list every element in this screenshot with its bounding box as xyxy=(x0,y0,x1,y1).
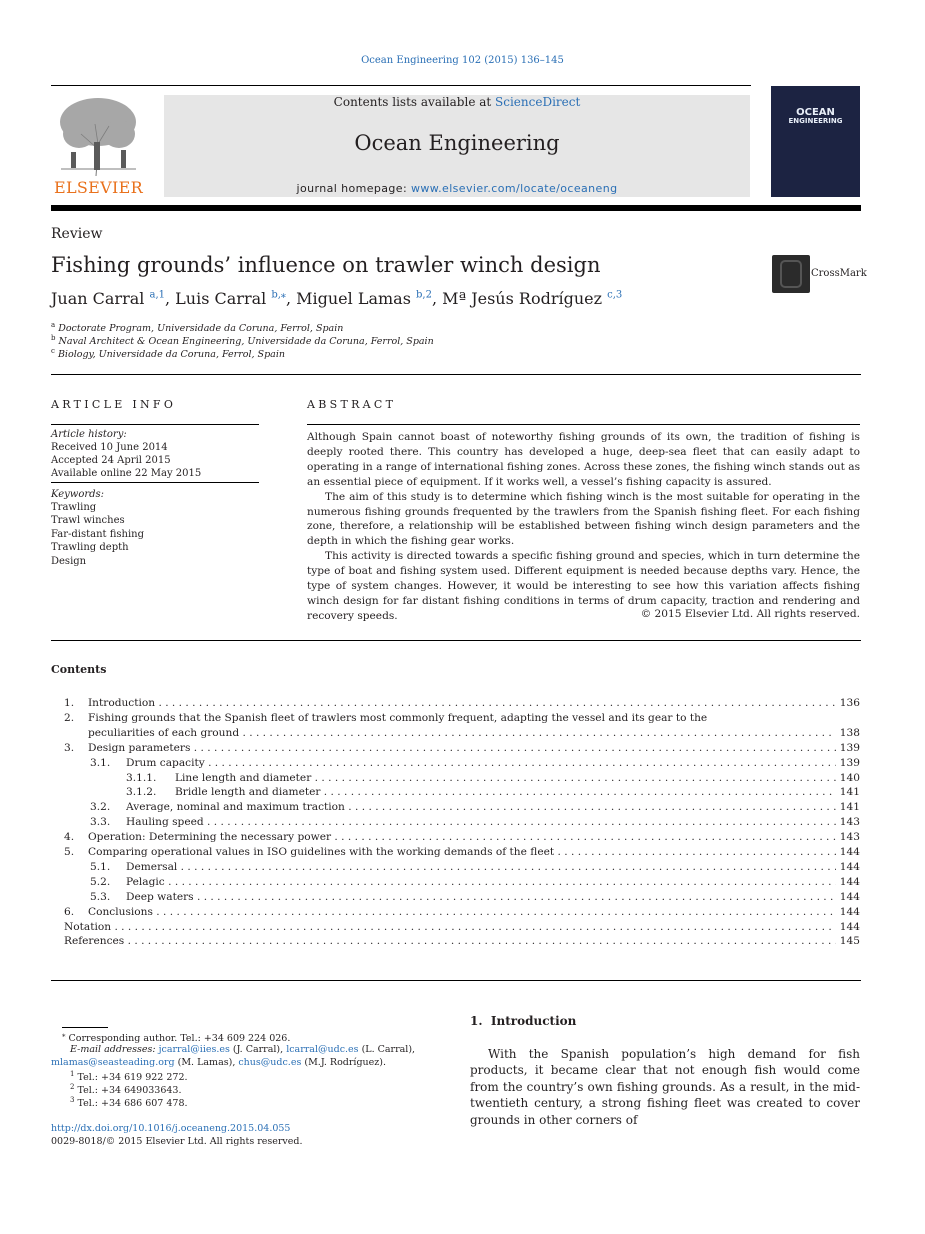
keyword: Trawling xyxy=(51,502,97,513)
toc-entry-page: 141 xyxy=(836,785,860,800)
footnote-tel xyxy=(70,1096,188,1109)
toc-entry-number: 3.1. xyxy=(90,756,111,769)
toc-entry[interactable] xyxy=(51,934,860,949)
doi-link[interactable]: http://dx.doi.org/10.1016/j.oceaneng.2015.04.055 xyxy=(51,1123,291,1134)
masthead-rule xyxy=(51,85,751,86)
contents-heading: Contents xyxy=(51,663,107,676)
toc-entry-number: 5.2. xyxy=(90,875,111,888)
received-date: Received 10 June 2014 xyxy=(51,442,168,453)
toc-entry-title: References . . . xyxy=(64,934,836,949)
toc-entry[interactable] xyxy=(51,785,860,800)
contents-divider xyxy=(51,980,861,981)
toc-entry-page: 143 xyxy=(836,815,860,830)
toc-entry-page: 143 xyxy=(836,830,860,845)
toc-entry-page: 144 xyxy=(836,845,860,860)
footnote-emails xyxy=(70,1044,415,1055)
abstract-divider xyxy=(51,640,861,641)
author-separator: , xyxy=(431,289,443,308)
author-list xyxy=(51,289,622,308)
abstract-rule xyxy=(307,424,860,425)
cover-title-line-1: OCEAN xyxy=(796,107,835,118)
toc-entry[interactable] xyxy=(51,741,860,756)
elsevier-wordmark: ELSEVIER xyxy=(54,178,143,197)
affiliation xyxy=(51,334,434,347)
sciencedirect-link[interactable]: ScienceDirect xyxy=(495,95,581,109)
toc-entry-title: Hauling speed . . . xyxy=(126,815,836,830)
toc-entry-number: 5. xyxy=(64,846,75,858)
toc-entry[interactable] xyxy=(51,845,860,860)
toc-entry-page: 144 xyxy=(836,905,860,920)
toc-entry[interactable] xyxy=(51,905,860,920)
journal-name: Ocean Engineering xyxy=(354,131,560,155)
journal-cover-image xyxy=(771,86,860,197)
footnote-mark: 2 xyxy=(70,1083,75,1091)
footnote-corresponding xyxy=(62,1031,290,1044)
section-number: 1. xyxy=(470,1014,483,1028)
toc-entry-page: 140 xyxy=(836,771,860,786)
toc-entry-title: Conclusions . . . xyxy=(88,905,836,920)
toc-entry[interactable] xyxy=(51,875,860,890)
toc-entry-title: Deep waters . . . xyxy=(126,890,836,905)
toc-entry-page: 144 xyxy=(836,875,860,890)
article-type: Review xyxy=(51,226,103,242)
toc-entry[interactable] xyxy=(51,860,860,875)
affiliation-text: Doctorate Program, Universidade da Coruna, Ferrol, Spain xyxy=(58,323,344,335)
running-head[interactable]: Ocean Engineering 102 (2015) 136–145 xyxy=(361,55,564,66)
toc-entry-page: 144 xyxy=(836,920,860,935)
toc-entry-title: Line length and diameter . . . xyxy=(175,771,836,786)
toc-entry-number: 5.1. xyxy=(90,860,111,873)
abstract-paragraph: Although Spain cannot boast of noteworthy fishing grounds of its own, the tradition of fishing is deeply rooted there. This country has developed a huge, deep-sea fleet that can easily adapt to operating in a range of international fishing zones. Across these zones, the fishing winch stands out as an essential piece of equipment. If it works well, a vessel’s fishing capacity is assured. xyxy=(307,431,860,488)
footnote-mark: ⁎ xyxy=(62,1031,66,1039)
toc-entry-title: Demersal . . . xyxy=(126,860,836,875)
keyword: Far-distant fishing xyxy=(51,529,145,540)
journal-homepage-line xyxy=(164,182,750,195)
toc-entry-title: Operation: Determining the necessary power . . . xyxy=(88,830,836,845)
homepage-prefix: journal homepage: xyxy=(296,182,411,195)
keyword: Trawling depth xyxy=(51,542,129,553)
toc-entry-number: 3.1.2. xyxy=(126,786,157,799)
toc-entry-page: 136 xyxy=(836,696,860,711)
toc-entry-title: Notation . . . xyxy=(64,920,836,935)
toc-entry-page: 144 xyxy=(836,890,860,905)
toc-entry[interactable] xyxy=(51,920,860,935)
toc-entry-number: 1. xyxy=(64,697,75,709)
footnote-text: Corresponding author. Tel.: +34 609 224 026. xyxy=(68,1033,291,1045)
masthead-thick-rule xyxy=(51,205,861,211)
article-info-rule xyxy=(51,482,259,483)
contents-available-line xyxy=(164,95,750,109)
crossmark-icon[interactable] xyxy=(772,255,810,293)
footnote-rule xyxy=(62,1027,108,1028)
footnote-tel xyxy=(70,1070,188,1083)
toc-entry-page: 145 xyxy=(836,934,860,949)
author-name: Luis Carral xyxy=(175,289,267,308)
toc-entry[interactable] xyxy=(51,830,860,845)
author-affil-link[interactable]: c,3 xyxy=(607,289,623,301)
journal-cover-title xyxy=(771,108,860,126)
toc-entry-title: Drum capacity . . . xyxy=(126,756,836,771)
affiliation-mark: b xyxy=(51,334,56,342)
toc-entry[interactable] xyxy=(51,696,860,711)
toc-entry-page: 139 xyxy=(836,756,860,771)
crossmark-label[interactable]: CrossMark xyxy=(811,268,867,279)
author-separator: , xyxy=(165,289,176,308)
toc-entry[interactable] xyxy=(51,815,860,830)
keyword: Trawl winches xyxy=(51,515,125,526)
toc-entry[interactable] xyxy=(51,711,860,726)
introduction-paragraph: With the Spanish population’s high demand for fish products, it became clear that not enough fish would come from the country’s own fishing grounds. As a result, in the mid- twentieth century, a strong fishing fleet was created to cover grounds in other corners of xyxy=(470,1047,860,1127)
footnote-mark: 3 xyxy=(70,1096,75,1104)
email-owner: (M. Lamas), xyxy=(174,1057,239,1068)
toc-entry-title: Pelagic . . . xyxy=(126,875,836,890)
keyword: Design xyxy=(51,556,87,567)
toc-entry-title: Bridle length and diameter . . . xyxy=(175,785,836,800)
footnote-emails-continued xyxy=(51,1057,386,1068)
toc-entry[interactable] xyxy=(51,800,860,815)
email-owner: (L. Carral), xyxy=(358,1044,416,1055)
issn-line: 0029-8018/© 2015 Elsevier Ltd. All rights reserved. xyxy=(51,1136,303,1147)
author-affil-link[interactable]: a,1 xyxy=(149,289,165,301)
toc-entry[interactable] xyxy=(51,726,860,741)
abstract-paragraph: The aim of this study is to determine which fishing winch is the most suitable for operating in the numerous fishing grounds frequented by the trawlers from the Spanish fishing fleet. For each fishing zone, therefore, a relationship will be established between fishing winch design parameters and the depth in which the fishing gear works. xyxy=(307,490,860,548)
affiliation-text: Biology, Universidade da Coruna, Ferrol, Spain xyxy=(57,349,285,361)
author-name: Miguel Lamas xyxy=(296,289,411,308)
email-owner: (J. Carral), xyxy=(229,1044,287,1055)
toc-entry-number: 3.2. xyxy=(90,801,111,814)
section-title: Introduction xyxy=(490,1014,577,1028)
toc-entry-number: 5.3. xyxy=(90,890,111,903)
toc-entry-title: peculiarities of each ground . . . xyxy=(88,726,836,741)
toc-entry-title: Design parameters . . . xyxy=(88,741,836,756)
author-affil-link[interactable]: b,⁎ xyxy=(271,289,286,301)
author-name: Mª Jesús Rodríguez xyxy=(442,289,603,308)
toc-entry-number: 3.3. xyxy=(90,816,111,829)
email-link[interactable]: jcarral@iies.es xyxy=(158,1044,230,1055)
footnote-text: Tel.: +34 619 922 272. xyxy=(77,1072,188,1084)
abstract-paragraph: This activity is directed towards a specific fishing ground and species, which in turn determine the type of boat and fishing system used. Different equipment is needed because depths vary. Hence, the type of system changes. However, it would be interesting to see how this variation affects fishing winch design for far distant fishing conditions in terms of drum capacity, traction and rendering and recovery speeds. xyxy=(307,550,860,622)
footnote-tel xyxy=(70,1083,182,1096)
affiliation xyxy=(51,321,343,334)
toc-entry[interactable] xyxy=(51,771,860,786)
author-affil-link[interactable]: b,2 xyxy=(416,289,432,301)
accepted-date: Accepted 24 April 2015 xyxy=(51,455,171,466)
toc-entry-page: 144 xyxy=(836,860,860,875)
affiliation-mark: c xyxy=(51,347,55,355)
toc-entry-title: Introduction . . . xyxy=(88,696,836,711)
email-link[interactable]: chus@udc.es xyxy=(238,1057,302,1068)
toc-entry[interactable] xyxy=(51,756,860,771)
email-label: E-mail addresses: xyxy=(70,1044,159,1055)
footnote-text: Tel.: +34 686 607 478. xyxy=(77,1098,188,1110)
toc-entry-title: Average, nominal and maximum traction . . . xyxy=(126,800,836,815)
journal-homepage-link[interactable]: www.elsevier.com/locate/oceaneng xyxy=(410,182,618,195)
toc-entry-number: 4. xyxy=(64,831,75,844)
toc-entry-number: 3.1.1. xyxy=(126,771,157,784)
contents-prefix: Contents lists available at xyxy=(333,95,496,109)
toc-entry-page: 141 xyxy=(836,800,860,815)
footnote-text: Tel.: +34 649033643. xyxy=(77,1085,182,1097)
email-link[interactable]: mlamas@seasteading.org xyxy=(51,1057,175,1068)
toc-entry-number: 2. xyxy=(64,711,75,724)
keywords-label: Keywords: xyxy=(51,489,105,500)
toc-entry[interactable] xyxy=(51,890,860,905)
history-label: Article history: xyxy=(51,429,127,440)
abstract-body xyxy=(307,430,860,624)
abstract-heading: ABSTRACT xyxy=(307,398,397,411)
email-owner: (M.J. Rodríguez). xyxy=(301,1057,387,1068)
introduction-heading xyxy=(470,1014,576,1028)
toc-entry-page: 139 xyxy=(836,741,860,756)
author-separator: , xyxy=(285,289,297,308)
header-divider xyxy=(51,374,861,375)
affiliation-text: Naval Architect & Ocean Engineering, Universidade da Coruna, Ferrol, Spain xyxy=(58,336,434,348)
affiliation xyxy=(51,347,285,360)
toc-entry-title: Comparing operational values in ISO guidelines with the working demands of the fleet . . . xyxy=(88,845,836,860)
author-name: Juan Carral xyxy=(51,289,145,308)
toc-entry-number: 6. xyxy=(64,905,75,918)
footnote-mark: 1 xyxy=(70,1070,75,1078)
toc-entry-number: 3. xyxy=(64,741,75,754)
toc-entry-title: Fishing grounds that the Spanish fleet of trawlers most commonly frequent, adapting the vessel and its gear to the xyxy=(88,711,708,724)
abstract-copyright: © 2015 Elsevier Ltd. All rights reserved. xyxy=(640,608,860,620)
affiliation-mark: a xyxy=(51,321,56,329)
online-date: Available online 22 May 2015 xyxy=(51,468,202,479)
cover-title-line-2: ENGINEERING xyxy=(788,117,843,125)
article-info-heading: ARTICLE INFO xyxy=(51,398,177,411)
article-title: Fishing grounds’ influence on trawler winch design xyxy=(51,253,601,277)
article-info-rule xyxy=(51,424,259,425)
toc-entry-page: 138 xyxy=(836,726,860,741)
email-link[interactable]: lcarral@udc.es xyxy=(286,1044,359,1055)
